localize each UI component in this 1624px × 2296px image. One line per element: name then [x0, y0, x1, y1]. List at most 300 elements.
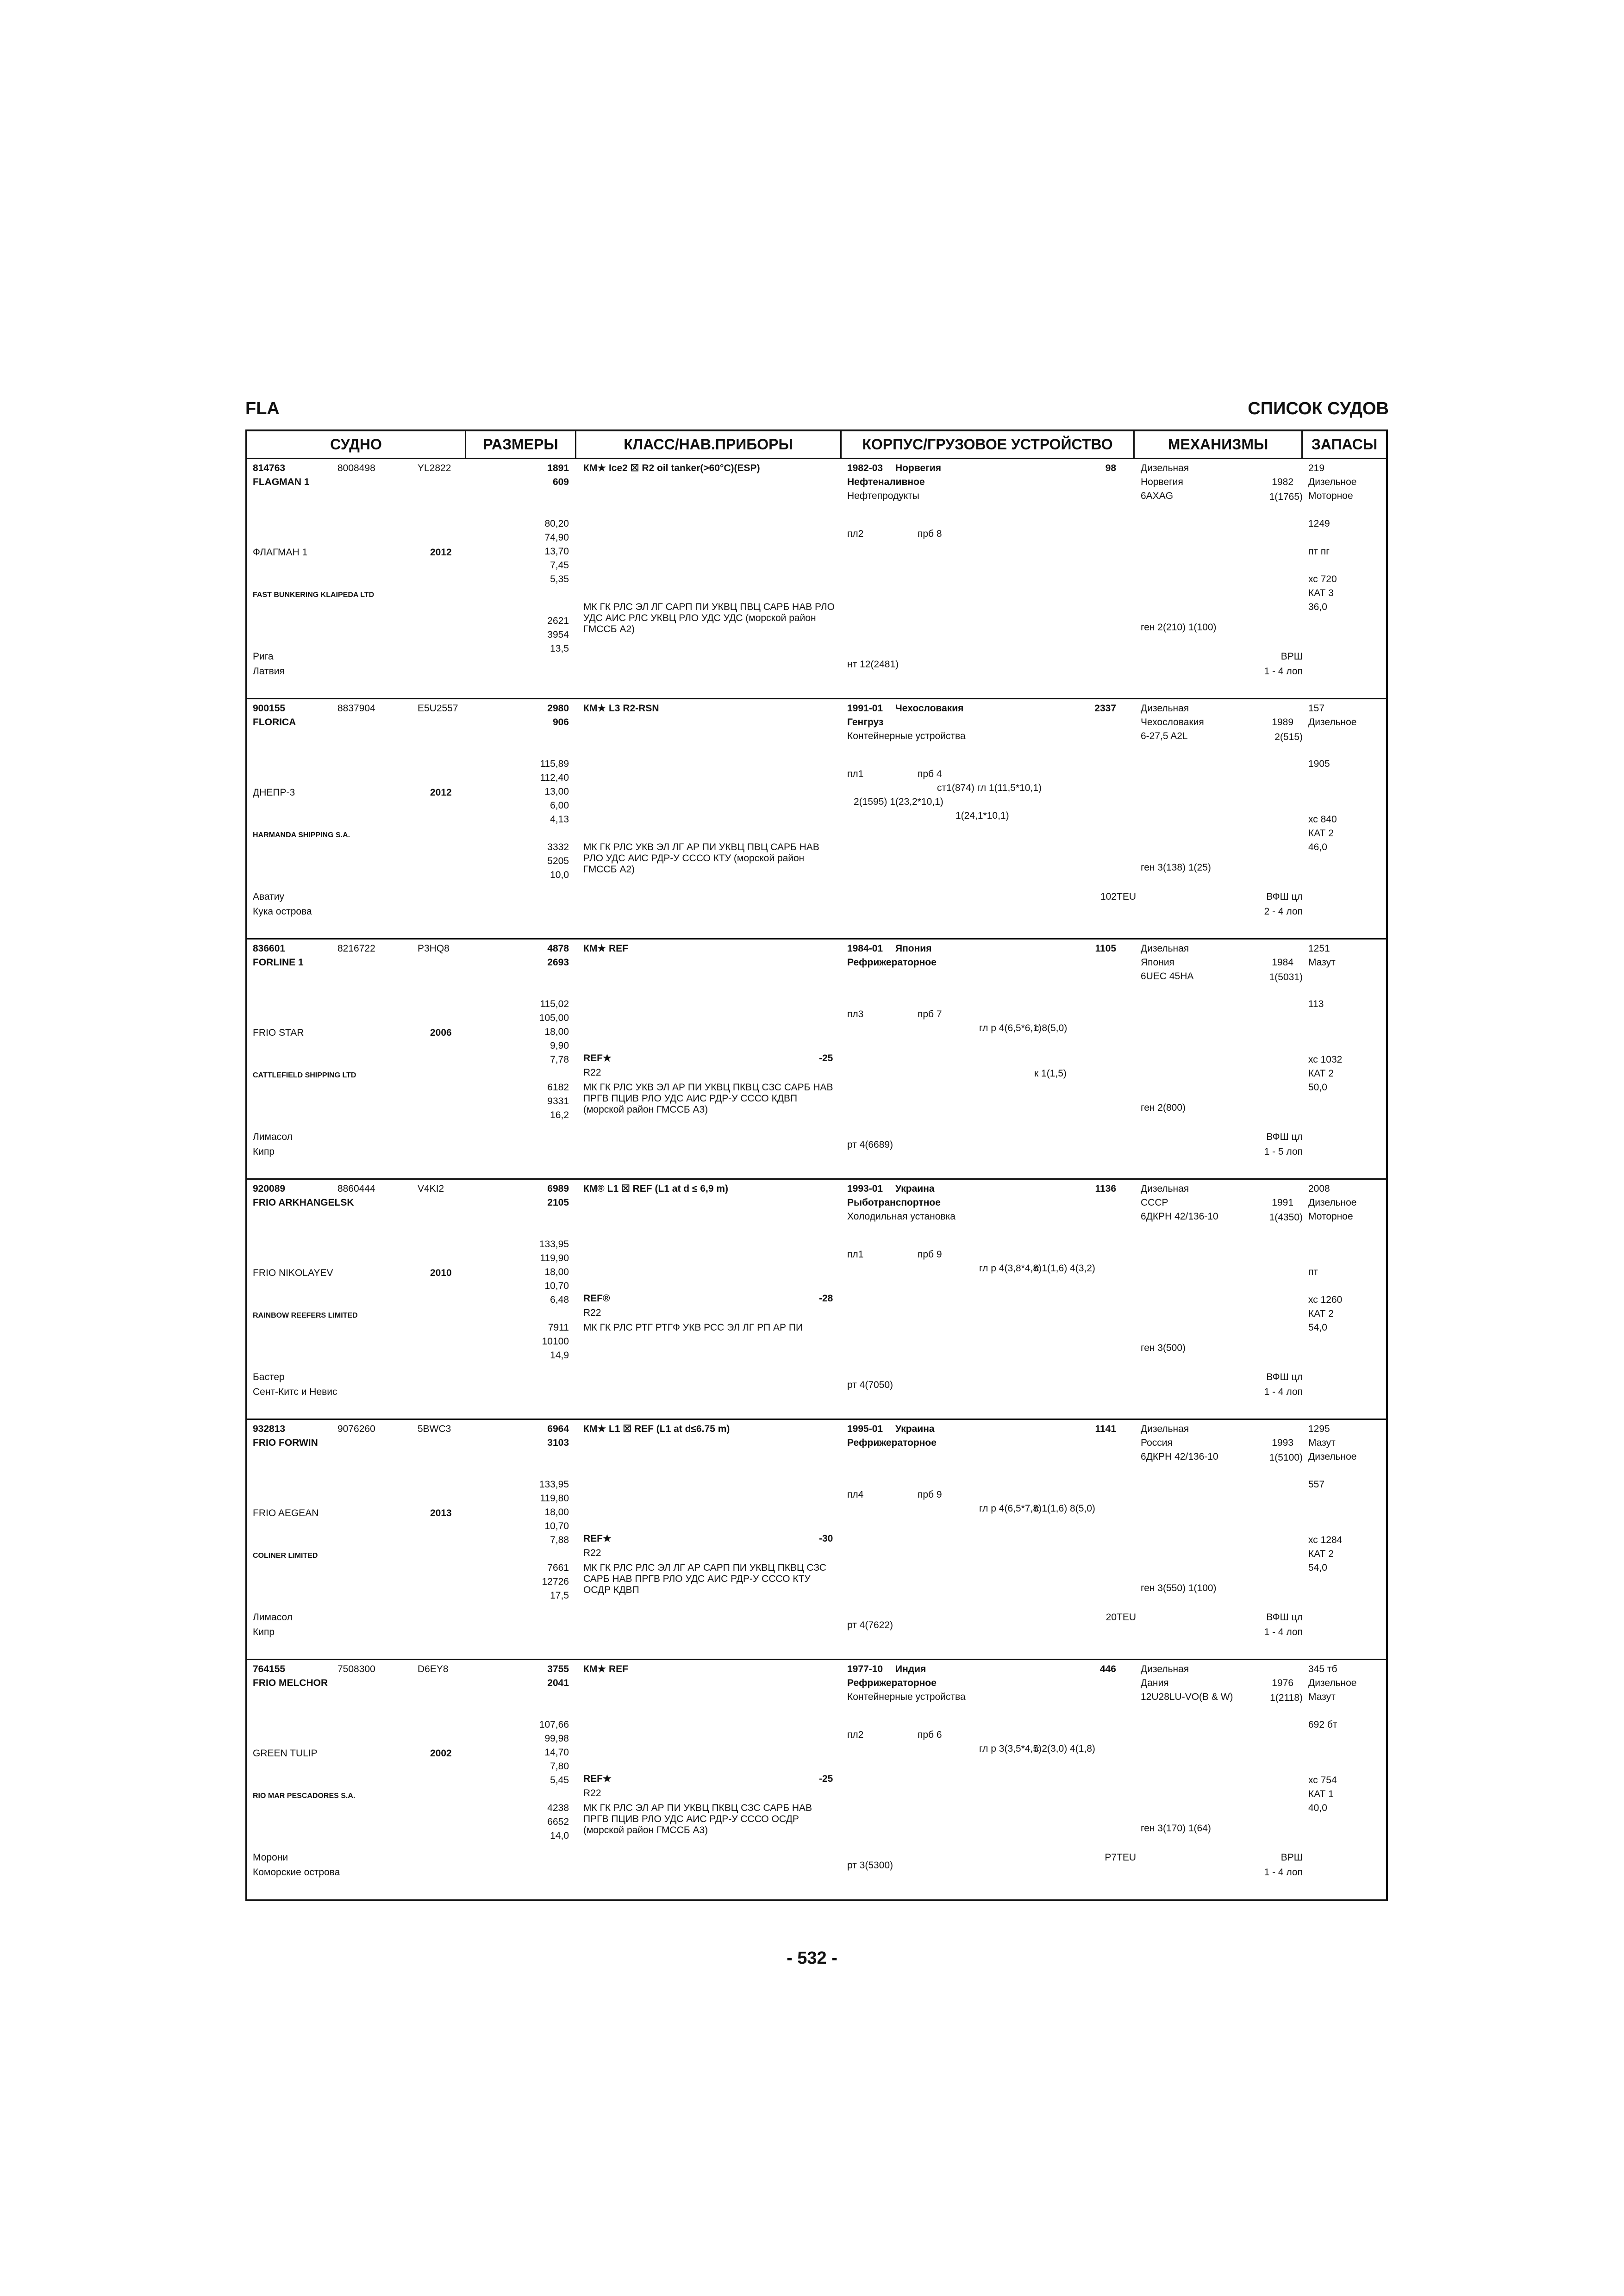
dimension-value: 17,5 [550, 1590, 569, 1601]
dimension-value: 115,89 [540, 759, 569, 769]
engine-country: Норвегия [1141, 477, 1183, 487]
former-name: FRIO NIKOLAYEV [253, 1268, 333, 1278]
stores-value: 692 бт [1308, 1719, 1337, 1730]
dimension-value: 906 [552, 717, 569, 728]
propeller-blades: 1 - 4 лоп [1264, 1867, 1303, 1878]
refrigerant: R22 [583, 1548, 601, 1558]
dimension-value: 3954 [547, 629, 569, 640]
engine-year: 1989 [1272, 717, 1293, 728]
dimension-value: 6,00 [550, 800, 569, 811]
ship-name: FORLINE 1 [253, 957, 304, 968]
nav-equipment: МК ГК РЛС ЭЛ ЛГ САРП ПИ УКВЦ ПВЦ САРБ НАВ РЛО УДС АИС РЛС УКВЦ РЛО УДС УДС (морской район ГМССБ А2) [583, 602, 835, 635]
dimension-value: 119,90 [540, 1253, 569, 1263]
reg-number: 836601 [253, 943, 286, 954]
stores-value: 36,0 [1308, 602, 1327, 612]
col-machinery: МЕХАНИЗМЫ [1168, 436, 1268, 453]
dimension-value: 4878 [547, 943, 569, 954]
hatch-1: гл р 4(6,5*6,1) [979, 1023, 1042, 1033]
dimension-value: 16,2 [550, 1110, 569, 1120]
ref-temperature: -28 [819, 1293, 833, 1304]
stores-value: Мазут [1308, 1692, 1336, 1702]
nav-equipment: МК ГК РЛС ЭЛ АР ПИ УКВЦ ПКВЦ СЗС САРБ НАВ ПРГВ ПЦИВ РЛО УДС АИС РДР-У СССО ОСДР (морской район ГМССБ А3) [583, 1803, 812, 1836]
holds: рт 3(5300) [847, 1860, 893, 1871]
stores-value: 219 [1308, 463, 1325, 473]
propeller-blades: 1 - 4 лоп [1264, 1627, 1303, 1637]
stores-value: КАТ 3 [1308, 588, 1334, 598]
engine-year: 1976 [1272, 1678, 1293, 1688]
dimension-value: 18,00 [544, 1027, 569, 1037]
stores-value: 2008 [1308, 1183, 1330, 1194]
ship-name: FLORICA [253, 717, 296, 728]
former-name-year: 2006 [430, 1027, 452, 1038]
hull-note: Контейнерные устройства [847, 1692, 966, 1702]
page-number: - 532 - [787, 1948, 837, 1968]
stores-value: хс 754 [1308, 1775, 1337, 1786]
stores-value: хс 840 [1308, 814, 1337, 825]
hull-number: 1136 [1095, 1183, 1116, 1194]
class-notation: КМ★ REF [583, 943, 628, 954]
engine-year: 1984 [1272, 957, 1293, 968]
dimension-value: 14,70 [544, 1747, 569, 1758]
hull-build-date: 1993-01 [847, 1183, 883, 1194]
engine-model: 6-27,5 A2L [1141, 731, 1188, 741]
propeller: ВФШ цл [1266, 1132, 1303, 1142]
imo-number: 7508300 [337, 1664, 375, 1674]
hull-country: Норвегия [895, 463, 942, 473]
class-notation: КМ® L1 ☒ REF (L1 at d ≤ 6,9 m) [583, 1183, 729, 1194]
section-code: FLA [245, 399, 280, 418]
imo-number: 8860444 [337, 1183, 375, 1194]
ship-name: FLAGMAN 1 [253, 477, 310, 487]
dimension-value: 5,35 [550, 574, 569, 585]
propeller-blades: 1 - 4 лоп [1264, 1387, 1303, 1397]
dimension-value: 7,78 [550, 1054, 569, 1065]
dimension-value: 3755 [547, 1664, 569, 1674]
col-dimensions: РАЗМЕРЫ [483, 436, 558, 453]
class-notation: КМ★ L3 R2-RSN [583, 703, 659, 714]
dimension-value: 18,00 [544, 1267, 569, 1277]
hull-build-date: 1977-10 [847, 1664, 883, 1674]
teu-capacity: 20TEU [1106, 1612, 1136, 1623]
dimension-value: 7911 [548, 1322, 569, 1333]
dimension-value: 6182 [547, 1082, 569, 1093]
ship-record [247, 940, 1386, 1180]
dimension-value: 133,95 [539, 1479, 569, 1490]
ref-temperature: -30 [819, 1533, 833, 1544]
generators: ген 3(500) [1141, 1343, 1186, 1353]
engine-model: 6ДКРН 42/136-10 [1141, 1211, 1218, 1222]
flag-state: Латвия [253, 666, 285, 677]
stores-value: Дизельное [1308, 1197, 1357, 1208]
hull-country: Индия [895, 1664, 926, 1674]
stores-value: 1905 [1308, 759, 1330, 769]
dimension-value: 9,90 [550, 1040, 569, 1051]
hull-build-date: 1982-03 [847, 463, 883, 473]
ship-register-table [245, 429, 1388, 1901]
bulkheads: прб 7 [918, 1009, 942, 1020]
stores-value: Мазут [1308, 957, 1336, 968]
call-sign: D6EY8 [418, 1664, 449, 1674]
dimension-value: 13,70 [544, 546, 569, 557]
stores-value: 1249 [1308, 518, 1330, 529]
bulkheads: прб 9 [918, 1249, 942, 1260]
stores-value: пт пг [1308, 546, 1330, 557]
dimension-value: 7,45 [550, 560, 569, 571]
dimension-value: 99,98 [544, 1733, 569, 1744]
ship-record [247, 1180, 1386, 1420]
col-class-nav: КЛАСС/НАВ.ПРИБОРЫ [624, 436, 793, 453]
ship-record [247, 1420, 1386, 1660]
refrigerant: R22 [583, 1067, 601, 1078]
dimension-value: 6652 [547, 1817, 569, 1827]
hull-build-date: 1991-01 [847, 703, 883, 714]
stores-value: Дизельное [1308, 717, 1357, 728]
holds: рт 4(6689) [847, 1139, 893, 1150]
dimension-value: 7,80 [550, 1761, 569, 1772]
dimension-value: 609 [552, 477, 569, 487]
dimension-value: 13,5 [550, 643, 569, 654]
bulkheads: прб 9 [918, 1489, 942, 1500]
dimension-value: 119,80 [540, 1493, 569, 1504]
cargo-gear: с 1(1,6) 4(3,2) [1034, 1263, 1095, 1274]
owner-name: CATTLEFIELD SHIPPING LTD [253, 1071, 356, 1079]
hull-number: 1141 [1095, 1424, 1116, 1434]
hull-type: Рефрижераторное [847, 957, 937, 968]
former-name: ДНЕПР-3 [253, 787, 295, 798]
hull-build-date: 1995-01 [847, 1424, 883, 1434]
engine-power: 2(515) [1274, 732, 1303, 742]
dimension-value: 115,02 [540, 999, 569, 1009]
dimension-value: 14,0 [550, 1830, 569, 1841]
hull-country: Украина [895, 1424, 935, 1434]
stores-value: 40,0 [1308, 1803, 1327, 1813]
propeller: ВРШ [1280, 651, 1303, 662]
former-name: ФЛАГМАН 1 [253, 547, 308, 558]
stores-value: 157 [1308, 703, 1325, 714]
stores-value: 1295 [1308, 1424, 1330, 1434]
cargo-gear: с 1(1,6) 8(5,0) [1034, 1503, 1095, 1514]
hull-number: 2337 [1094, 703, 1116, 714]
ref-class: REF★ [583, 1773, 612, 1784]
ref-class: REF® [583, 1293, 610, 1304]
engine-model: 6AXAG [1141, 491, 1174, 501]
stores-value: Дизельное [1308, 1451, 1357, 1462]
flag-state: Кипр [253, 1146, 275, 1157]
reg-number: 920089 [253, 1183, 286, 1194]
propeller-blades: 1 - 5 лоп [1264, 1146, 1303, 1157]
hull-note: Контейнерные устройства [847, 731, 966, 741]
engine-type: Дизельная [1141, 943, 1189, 954]
refrigerant: R22 [583, 1307, 601, 1318]
engine-country: СССР [1141, 1197, 1168, 1208]
bulkheads: прб 8 [918, 529, 942, 539]
decks: пл1 [847, 1249, 864, 1260]
teu-capacity: 102TEU [1100, 891, 1136, 902]
propeller: ВФШ цл [1266, 1612, 1303, 1623]
hull-type: Генгруз [847, 717, 884, 728]
cargo-gear: с 8(5,0) [1034, 1023, 1068, 1033]
stores-value: КАТ 2 [1308, 828, 1334, 839]
ref-class: REF★ [583, 1053, 612, 1064]
dimension-value: 80,20 [544, 518, 569, 529]
dimension-value: 10,0 [550, 870, 569, 880]
former-name-year: 2010 [430, 1268, 452, 1278]
flag-state: Сент-Китс и Невис [253, 1387, 337, 1397]
hull-note: Холодильная установка [847, 1211, 956, 1222]
class-notation: КМ★ REF [583, 1664, 628, 1674]
ship-name: FRIO ARKHANGELSK [253, 1197, 354, 1208]
decks: пл3 [847, 1009, 864, 1020]
dimension-value: 112,40 [540, 772, 569, 783]
bulkheads: прб 6 [918, 1730, 942, 1740]
propeller: ВРШ [1280, 1852, 1303, 1863]
home-port: Лимасол [253, 1612, 293, 1623]
dimension-value: 6964 [547, 1424, 569, 1434]
teu-capacity: P7TEU [1105, 1852, 1136, 1863]
dimension-value: 18,00 [544, 1507, 569, 1518]
home-port: Бастер [253, 1372, 285, 1382]
dimension-value: 10100 [542, 1336, 569, 1347]
call-sign: YL2822 [418, 463, 451, 473]
hull-country: Чехословакия [895, 703, 964, 714]
engine-type: Дизельная [1141, 463, 1189, 473]
reg-number: 814763 [253, 463, 286, 473]
cargo-gear: с 2(3,0) 4(1,8) [1034, 1743, 1095, 1754]
home-port: Лимасол [253, 1132, 293, 1142]
home-port: Аватиу [253, 891, 284, 902]
dimension-value: 1891 [547, 463, 569, 473]
ship-record [247, 1660, 1386, 1900]
propeller: ВФШ цл [1266, 1372, 1303, 1382]
imo-number: 8837904 [337, 703, 375, 714]
engine-type: Дизельная [1141, 703, 1189, 714]
stores-value: КАТ 2 [1308, 1549, 1334, 1559]
dimension-value: 74,90 [544, 532, 569, 543]
hull-type: Рефрижераторное [847, 1678, 937, 1688]
dimension-value: 2041 [547, 1678, 569, 1688]
dimension-value: 6989 [547, 1183, 569, 1194]
engine-model: 6UEC 45HA [1141, 971, 1194, 982]
call-sign: 5BWC3 [418, 1424, 451, 1434]
holds: рт 4(7622) [847, 1620, 893, 1630]
engine-power: 1(5100) [1269, 1452, 1303, 1463]
former-name: FRIO STAR [253, 1027, 304, 1038]
dimension-value: 10,70 [544, 1521, 569, 1531]
dimension-value: 133,95 [539, 1239, 569, 1250]
ship-name: FRIO MELCHOR [253, 1678, 328, 1688]
owner-name: RIO MAR PESCADORES S.A. [253, 1792, 356, 1800]
stores-value: Дизельное [1308, 477, 1357, 487]
owner-name: HARMANDA SHIPPING S.A. [253, 831, 350, 839]
stores-value: 113 [1308, 999, 1324, 1009]
hull-type: Рыботранспортное [847, 1197, 941, 1208]
engine-power: 1(2118) [1270, 1692, 1303, 1703]
home-port: Морони [253, 1852, 288, 1863]
home-port: Рига [253, 651, 274, 662]
former-name-year: 2012 [430, 547, 452, 558]
dimension-value: 12726 [542, 1576, 569, 1587]
reg-number: 932813 [253, 1424, 286, 1434]
decks: пл2 [847, 529, 864, 539]
reg-number: 900155 [253, 703, 286, 714]
decks: пл4 [847, 1489, 864, 1500]
engine-type: Дизельная [1141, 1664, 1189, 1674]
former-name-year: 2013 [430, 1508, 452, 1518]
hatch-3: 1(24,1*10,1) [956, 810, 1009, 821]
hatch-1: гл р 3(3,5*4,5) [979, 1743, 1042, 1754]
hatch-1: гл р 4(3,8*4,8) [979, 1263, 1042, 1274]
hull-note: Нефтепродукты [847, 491, 919, 501]
flag-state: Коморские острова [253, 1867, 340, 1878]
stores-value: 46,0 [1308, 842, 1327, 852]
holds: нт 12(2481) [847, 659, 899, 670]
propeller-blades: 1 - 4 лоп [1264, 666, 1303, 677]
stores-value: 557 [1308, 1479, 1325, 1490]
call-sign: P3HQ8 [418, 943, 450, 954]
hull-type: Рефрижераторное [847, 1437, 937, 1448]
column-header-row [247, 431, 1386, 459]
dimension-value: 7,88 [550, 1535, 569, 1545]
stores-value: КАТ 2 [1308, 1308, 1334, 1319]
engine-country: Россия [1141, 1437, 1173, 1448]
stores-value: Мазут [1308, 1437, 1336, 1448]
hull-country: Украина [895, 1183, 935, 1194]
dimension-value: 4,13 [550, 814, 569, 825]
engine-power: 1(1765) [1269, 492, 1303, 502]
stores-value: хс 1260 [1308, 1294, 1343, 1305]
dimension-value: 105,00 [539, 1013, 569, 1023]
former-name: FRIO AEGEAN [253, 1508, 319, 1518]
former-name-year: 2002 [430, 1748, 452, 1759]
section-title: СПИСОК СУДОВ [1248, 399, 1389, 418]
stores-value: Моторное [1308, 491, 1353, 501]
engine-type: Дизельная [1141, 1183, 1189, 1194]
engine-model: 6ДКРН 42/136-10 [1141, 1451, 1218, 1462]
stores-value: 54,0 [1308, 1562, 1327, 1573]
ref-temperature: -25 [819, 1053, 833, 1064]
dimension-value: 5,45 [550, 1775, 569, 1786]
dimension-value: 3103 [547, 1437, 569, 1448]
dimension-value: 10,70 [544, 1281, 569, 1291]
nav-equipment: МК ГК РЛС УКВ ЭЛ ЛГ АР ПИ УКВЦ ПВЦ САРБ НАВ РЛО УДС АИС РДР-У СССО КТУ (морской район ГМССБ А2) [583, 842, 819, 875]
col-hull-cargo: КОРПУС/ГРУЗОВОЕ УСТРОЙСТВО [862, 436, 1113, 453]
dimension-value: 2693 [547, 957, 569, 968]
nav-equipment: МК ГК РЛС УКВ ЭЛ АР ПИ УКВЦ ПКВЦ СЗС САРБ НАВ ПРГВ ПЦИВ РЛО УДС АИС РДР-У СССО КДВП (морской район ГМССБ А3) [583, 1082, 833, 1115]
dimension-value: 2105 [547, 1197, 569, 1208]
generators: ген 3(550) 1(100) [1141, 1583, 1217, 1593]
hull-type: Нефтеналивное [847, 477, 925, 487]
dimension-value: 13,00 [544, 786, 569, 797]
dimension-value: 4238 [547, 1803, 569, 1813]
decks: пл1 [847, 769, 864, 779]
generators: ген 3(138) 1(25) [1141, 862, 1211, 873]
refrigerant: R22 [583, 1788, 601, 1798]
dimension-value: 2980 [547, 703, 569, 714]
bulkheads: прб 4 [918, 769, 942, 779]
col-ship: СУДНО [330, 436, 382, 453]
engine-model: 12U28LU-VO(B & W) [1141, 1692, 1233, 1702]
cranes: к 1(1,5) [1034, 1068, 1067, 1079]
stores-value: 50,0 [1308, 1082, 1327, 1093]
propeller: ВФШ цл [1266, 891, 1303, 902]
ref-class: REF★ [583, 1533, 612, 1544]
owner-name: COLINER LIMITED [253, 1552, 318, 1560]
generators: ген 2(210) 1(100) [1141, 622, 1217, 633]
dimension-value: 9331 [547, 1096, 569, 1107]
generators: ген 2(800) [1141, 1102, 1186, 1113]
engine-country: Дания [1141, 1678, 1169, 1688]
hull-number: 98 [1105, 463, 1116, 473]
dimension-value: 3332 [547, 842, 569, 852]
call-sign: V4KI2 [418, 1183, 444, 1194]
reg-number: 764155 [253, 1664, 286, 1674]
holds: рт 4(7050) [847, 1380, 893, 1390]
engine-year: 1993 [1272, 1437, 1293, 1448]
engine-year: 1991 [1272, 1197, 1293, 1208]
ship-name: FRIO FORWIN [253, 1437, 318, 1448]
class-notation: КМ★ Ice2 ☒ R2 oil tanker(>60°C)(ESP) [583, 463, 760, 473]
flag-state: Кипр [253, 1627, 275, 1637]
ship-record [247, 459, 1386, 699]
stores-value: хс 1032 [1308, 1054, 1343, 1065]
engine-power: 1(4350) [1269, 1212, 1303, 1223]
ref-temperature: -25 [819, 1773, 833, 1784]
hull-number: 446 [1099, 1664, 1116, 1674]
propeller-blades: 2 - 4 лоп [1264, 906, 1303, 917]
nav-equipment: МК ГК РЛС РЛС ЭЛ ЛГ АР САРП ПИ УКВЦ ПКВЦ СЗС САРБ НАВ ПРГВ РЛО УДС АИС РДР-У СССО КТУ ОСДР КДВП [583, 1562, 826, 1595]
stores-value: хс 1284 [1308, 1535, 1343, 1545]
hull-country: Япония [895, 943, 932, 954]
engine-country: Япония [1141, 957, 1174, 968]
hull-number: 1105 [1095, 943, 1116, 954]
stores-value: 54,0 [1308, 1322, 1327, 1333]
owner-name: FAST BUNKERING KLAIPEDA LTD [253, 591, 375, 599]
engine-year: 1982 [1272, 477, 1293, 487]
owner-name: RAINBOW REEFERS LIMITED [253, 1312, 358, 1319]
engine-country: Чехословакия [1141, 717, 1204, 728]
engine-type: Дизельная [1141, 1424, 1189, 1434]
stores-value: 345 тб [1308, 1664, 1337, 1674]
imo-number: 9076260 [337, 1424, 375, 1434]
former-name: GREEN TULIP [253, 1748, 318, 1759]
dimension-value: 107,66 [539, 1719, 569, 1730]
flag-state: Кука острова [253, 906, 312, 917]
hull-build-date: 1984-01 [847, 943, 883, 954]
former-name-year: 2012 [430, 787, 452, 798]
hatch-1: ст1(874) гл 1(11,5*10,1) [937, 783, 1042, 793]
hatch-1: гл р 4(6,5*7,8) [979, 1503, 1042, 1514]
nav-equipment: МК ГК РЛС РТГ РТГФ УКВ РСС ЭЛ ЛГ РП АР ПИ [583, 1322, 803, 1333]
imo-number: 8008498 [337, 463, 375, 473]
ship-record [247, 699, 1386, 940]
dimension-value: 7661 [547, 1562, 569, 1573]
col-stores: ЗАПАСЫ [1311, 436, 1378, 453]
generators: ген 3(170) 1(64) [1141, 1823, 1211, 1834]
dimension-value: 14,9 [550, 1350, 569, 1361]
stores-value: Моторное [1308, 1211, 1353, 1222]
stores-value: пт [1308, 1267, 1318, 1277]
stores-value: 1251 [1308, 943, 1330, 954]
stores-value: КАТ 1 [1308, 1789, 1334, 1799]
stores-value: КАТ 2 [1308, 1068, 1334, 1079]
dimension-value: 6,48 [550, 1294, 569, 1305]
engine-power: 1(5031) [1269, 972, 1303, 983]
hatch-2: 2(1595) 1(23,2*10,1) [854, 796, 943, 807]
imo-number: 8216722 [337, 943, 375, 954]
dimension-value: 5205 [547, 856, 569, 866]
stores-value: хс 720 [1308, 574, 1337, 585]
class-notation: КМ★ L1 ☒ REF (L1 at d≤6.75 m) [583, 1424, 730, 1434]
